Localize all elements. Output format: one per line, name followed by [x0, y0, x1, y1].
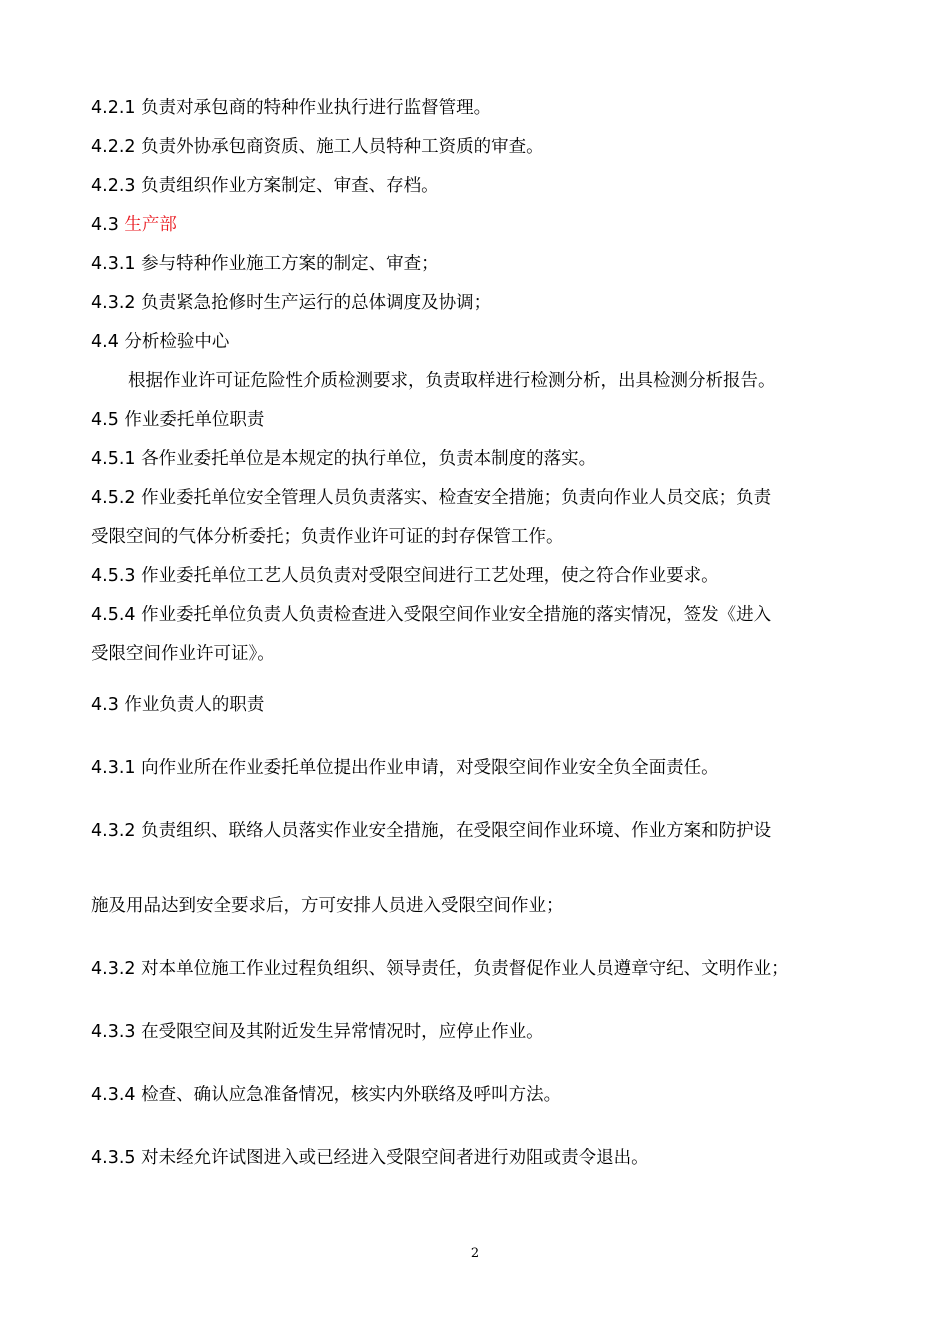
- paragraph-4-5-3: 4.5.3 作业委托单位工艺人员负责对受限空间进行工艺处理，使之符合作业要求。: [91, 566, 719, 586]
- heading-4-5: 4.5 作业委托单位职责: [91, 410, 265, 430]
- paragraph-4-3-2: 4.3.2 负责紧急抢修时生产运行的总体调度及协调；: [91, 293, 492, 313]
- paragraph-4-5-4-line-1: 4.5.4 作业委托单位负责人负责检查进入受限空间作业安全措施的落实情况，签发《进入: [91, 605, 772, 625]
- paragraph-4-5-1: 4.5.1 各作业委托单位是本规定的执行单位，负责本制度的落实。: [91, 449, 597, 469]
- paragraph-4-3-1-application: 4.3.1 向作业所在作业委托单位提出作业申请，对受限空间作业安全负全面责任。: [91, 758, 719, 778]
- paragraph-4-5-4-line-2: 受限空间作业许可证》。: [91, 644, 275, 664]
- paragraph-4-3-2-line-2: 施及用品达到安全要求后，方可安排人员进入受限空间作业；: [91, 896, 564, 916]
- paragraph-4-2-3: 4.2.3 负责组织作业方案制定、审查、存档。: [91, 176, 439, 196]
- paragraph-4-5-2-line-2: 受限空间的气体分析委托；负责作业许可证的封存保管工作。: [91, 527, 564, 547]
- heading-4-3-production: [91, 213, 177, 237]
- paragraph-4-3-1: 4.3.1 参与特种作业施工方案的制定、审查；: [91, 254, 439, 274]
- paragraph-4-2-1: 4.2.1 负责对承包商的特种作业执行进行监督管理。: [91, 98, 492, 118]
- paragraph-4-3-2-line-1: 4.3.2 负责组织、联络人员落实作业安全措施，在受限空间作业环境、作业方案和防护设: [91, 821, 772, 841]
- paragraph-4-2-2: 4.2.2 负责外协承包商资质、施工人员特种工资质的审查。: [91, 137, 544, 157]
- paragraph-4-3-2-organize: 4.3.2 对本单位施工作业过程负组织、领导责任，负责督促作业人员遵章守纪、文明作业；: [91, 959, 789, 979]
- page-number: 2: [470, 1246, 480, 1261]
- heading-number: 4.3: [91, 215, 125, 235]
- paragraph-analysis-center: 根据作业许可证危险性介质检测要求，负责取样进行检测分析，出具检测分析报告。: [128, 371, 776, 391]
- paragraph-4-3-4: 4.3.4 检查、确认应急准备情况，核实内外联络及呼叫方法。: [91, 1085, 562, 1105]
- paragraph-4-3-5: 4.3.5 对未经允许试图进入或已经进入受限空间者进行劝阻或责令退出。: [91, 1148, 649, 1168]
- paragraph-4-5-2-line-1: 4.5.2 作业委托单位安全管理人员负责落实、检查安全措施；负责向作业人员交底；负责: [91, 488, 772, 508]
- heading-production-dept: 生产部: [124, 215, 177, 235]
- paragraph-4-3-3: 4.3.3 在受限空间及其附近发生异常情况时，应停止作业。: [91, 1022, 544, 1042]
- heading-4-4: 4.4 分析检验中心: [91, 332, 230, 352]
- heading-4-3-responsibility: 4.3 作业负责人的职责: [91, 695, 265, 715]
